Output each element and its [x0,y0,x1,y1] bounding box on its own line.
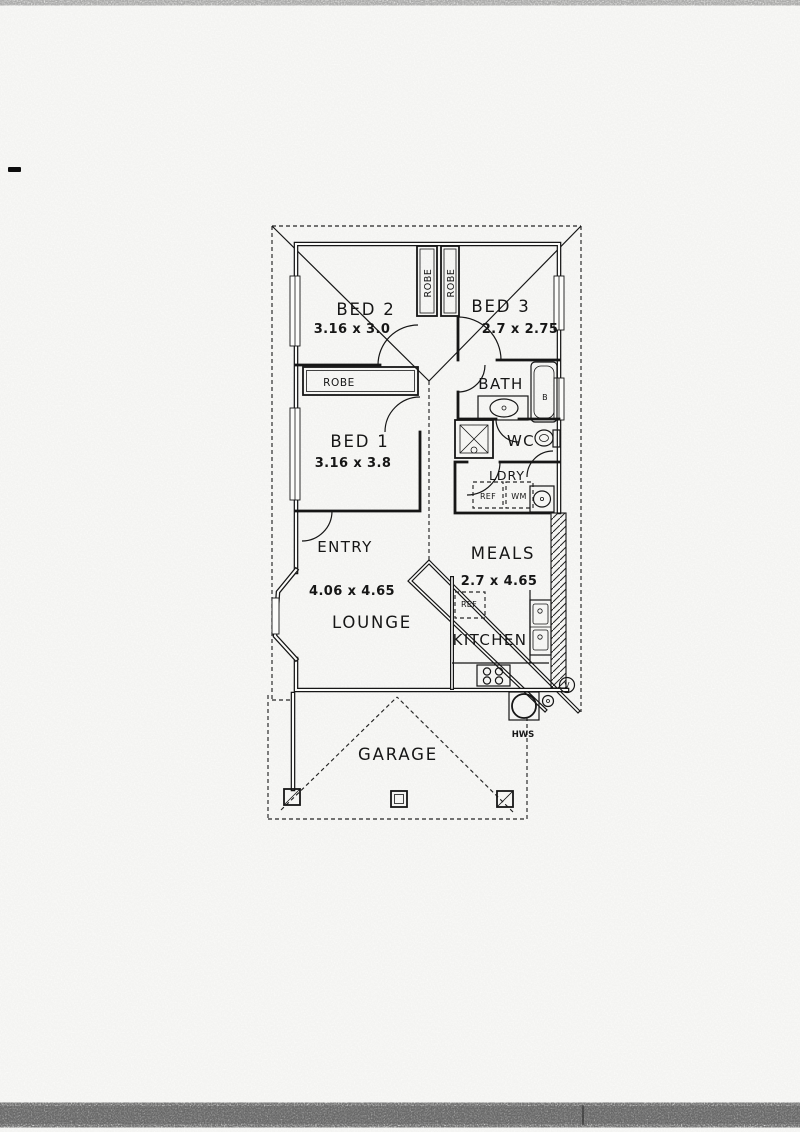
fridge-label-kitchen: REF [460,600,478,609]
room-label-laundry: LDRY [488,468,526,483]
room-label-wc: WC [506,432,536,450]
hws-label: HWS [511,730,535,740]
room-dimension: 2.7 x 2.75 [481,322,559,337]
room-dimension: 3.16 x 3.8 [314,456,392,471]
bathtub-label: B [542,393,548,402]
room-label: BED 3 [471,297,531,316]
vent-label: V [564,681,570,690]
room-label-kitchen: KITCHEN [452,631,528,649]
room-label-entry: ENTRY [317,538,373,556]
room-dimension: 4.06 x 4.65 [309,584,395,599]
room-label: LOUNGE [331,613,413,632]
stray-mark [8,167,21,172]
room-label: MEALS [470,544,536,563]
scan-top-edge [0,0,800,5]
room-label-bath: BATH [478,375,524,393]
robe-label-bed3: ROBE [446,268,457,298]
room-label: BED 1 [330,432,390,451]
room-label-garage: GARAGE [358,745,438,764]
room-dimension: 3.16 x 3.0 [313,322,391,337]
hatched-wall [551,513,566,688]
scan-noise-band [0,1104,800,1126]
room-label: BED 2 [336,300,396,319]
fridge-label-laundry: REF [479,492,497,501]
room-dimension: 2.7 x 4.65 [460,574,538,589]
robe-label-bed2: ROBE [423,268,434,298]
washing-machine-label: WM [511,492,527,501]
robe-label-bed1: ROBE [323,377,355,389]
